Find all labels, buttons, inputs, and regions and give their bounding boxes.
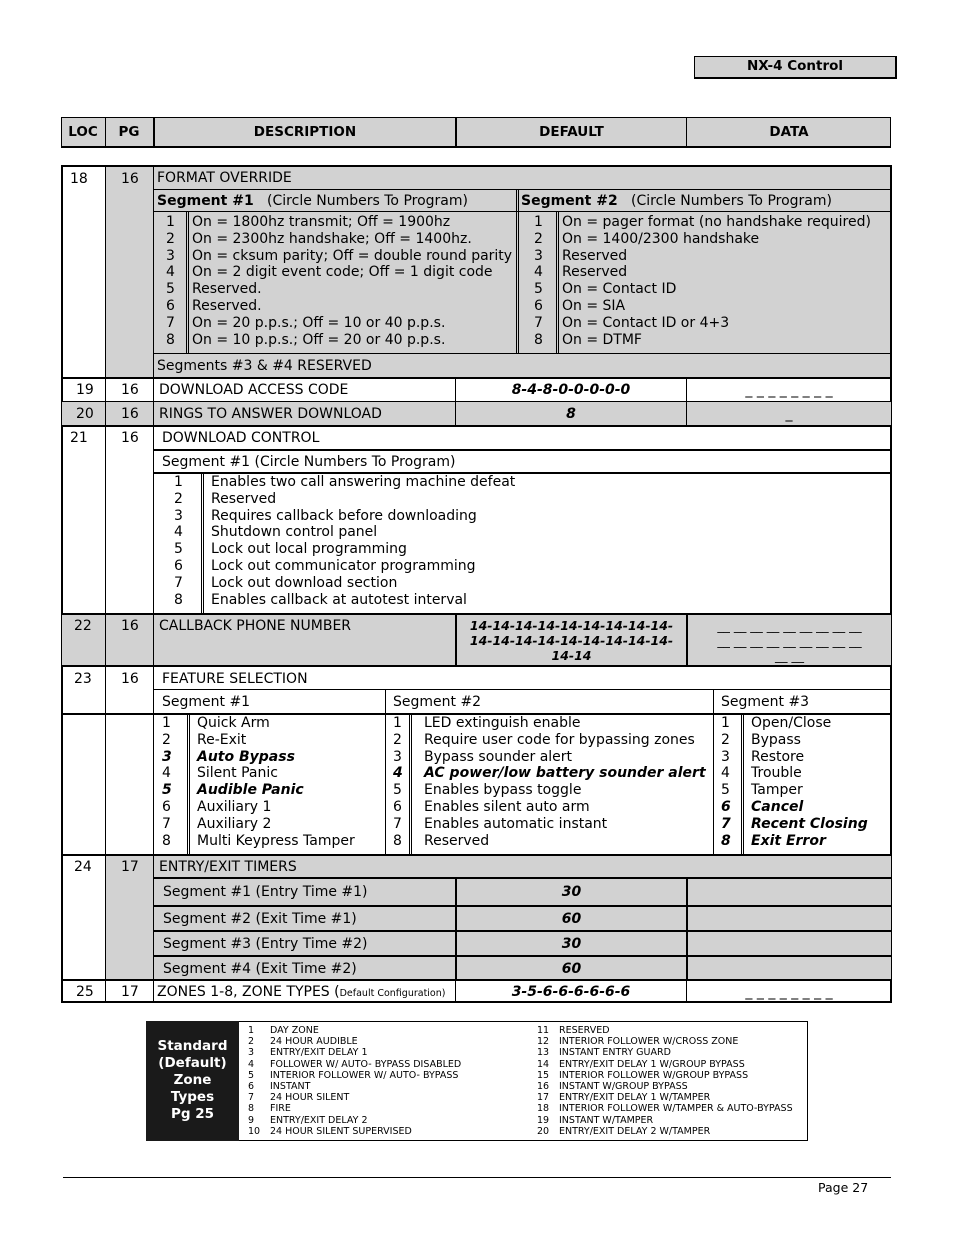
zone-type-number: 19 [537, 1114, 550, 1126]
zone-type-name: INTERIOR FOLLOWER W/TAMPER & AUTO-BYPASS [559, 1103, 793, 1115]
zone-type-number: 18 [537, 1103, 550, 1115]
loc20-loc: 20 [76, 406, 94, 422]
loc20-description: RINGS TO ANSWER DOWNLOAD [159, 406, 382, 422]
zone-type-number: 20 [537, 1125, 550, 1137]
footer-rule [63, 1177, 891, 1178]
loc24-pg: 17 [121, 859, 139, 875]
zone-type-item [537, 1070, 793, 1081]
loc22-description: CALLBACK PHONE NUMBER [159, 618, 352, 634]
zone-type-number: 1 [248, 1025, 255, 1036]
zone-type-name: FOLLOWER W/ AUTO- BYPASS DISABLED [270, 1058, 462, 1070]
header-loc: LOC [68, 124, 98, 140]
zone-type-item [537, 1092, 793, 1103]
loc21-segment-line: Segment #1 (Circle Numbers To Program) [162, 454, 456, 470]
zone-list-left [248, 1025, 461, 1137]
zone-type-item [537, 1047, 793, 1058]
zone-type-name: DAY ZONE [270, 1025, 319, 1036]
header-description: DESCRIPTION [253, 124, 357, 140]
zone-type-number: 3 [248, 1047, 255, 1059]
zone-type-number: 10 [248, 1125, 261, 1137]
zone-type-item [537, 1126, 793, 1137]
loc18-seg1-numbers: 1 2 3 4 5 6 7 8 [166, 214, 175, 348]
loc23-seg3-numbers: 1 2 3 4 5 6 7 8 [721, 715, 731, 849]
loc20-pg: 16 [121, 406, 139, 422]
zone-type-name: RESERVED [559, 1025, 610, 1036]
loc25-default: 3-5-6-6-6-6-6-6 [511, 984, 631, 1000]
zone-type-item [537, 1025, 793, 1036]
loc19-pg: 16 [121, 382, 139, 398]
loc24-seg4-default: 60 [561, 961, 582, 977]
loc23-seg1-numbers: 1 2 3 4 5 6 7 8 [162, 715, 172, 849]
loc19-description: DOWNLOAD ACCESS CODE [159, 382, 349, 398]
zone-type-item [248, 1070, 461, 1081]
zone-type-name: INSTANT W/GROUP BYPASS [559, 1080, 688, 1092]
loc25-description: ZONES 1-8, ZONE TYPES (Default Configuration) [157, 984, 446, 1000]
loc23-title: FEATURE SELECTION [162, 671, 308, 687]
zone-types-label: Standard (Default) Zone Types Pg 25 [146, 1021, 239, 1141]
zone-type-number: 7 [248, 1092, 255, 1104]
zone-type-number: 4 [248, 1058, 255, 1070]
loc24-seg3-default: 30 [561, 936, 582, 952]
loc23-seg1-header: Segment #1 [162, 694, 251, 710]
zone-type-item [248, 1059, 461, 1070]
loc21-options: Enables two call answering machine defeat Reserved Requires callback before downloading Shutdown control panel Lock out local programming Lock out communicator programming Lock out download section Enables callback at autotest interval [211, 474, 516, 608]
loc23-seg2-numbers: 1 2 3 4 5 6 7 8 [393, 715, 403, 849]
loc23-seg3-header: Segment #3 [721, 694, 810, 710]
loc22-pg: 16 [121, 618, 139, 634]
loc18-seg1-options: On = 1800hz transmit; Off = 1900hz On = 2300hz handshake; Off = 1400hz. On = cksum parity; Off = double round parity On = 2 digit event code; Off = 1 digit code Reserved. Reserved. On = 20 p.p.s.; Off = 10 or 40 p.p.s. On = 10 p.p.s.; Off = 20 or 40 p.p.s. [192, 214, 513, 348]
zone-type-name: ENTRY/EXIT DELAY 2 [270, 1114, 368, 1126]
loc22-default: 14-14-14-14-14-14-14-14-14- 14-14-14-14-14-14-14-14-14- 14-14 [469, 618, 674, 663]
zone-type-number: 5 [248, 1069, 255, 1081]
zone-type-name: 24 HOUR SILENT SUPERVISED [270, 1125, 412, 1137]
zone-type-name: INSTANT W/TAMPER [559, 1114, 654, 1126]
zone-type-name: INTERIOR FOLLOWER W/CROSS ZONE [559, 1036, 739, 1048]
zone-type-number: 8 [248, 1103, 255, 1115]
loc19-default: 8-4-8-0-0-0-0-0 [511, 382, 631, 398]
zone-type-item [537, 1036, 793, 1047]
zone-type-name: ENTRY/EXIT DELAY 2 W/TAMPER [559, 1125, 711, 1137]
loc19-loc: 19 [76, 382, 94, 398]
zone-type-item [537, 1059, 793, 1070]
loc22-data[interactable]: __ __ __ __ __ __ __ __ __ __ __ __ __ __ __ __ __ __ __ __ [717, 618, 862, 663]
zone-type-name: 24 HOUR SILENT [270, 1092, 350, 1104]
zone-type-name: INSTANT ENTRY GUARD [559, 1047, 671, 1059]
zone-type-item [537, 1103, 793, 1114]
loc19-data[interactable]: _ _ _ _ _ _ _ _ [745, 382, 833, 398]
zone-type-name: INSTANT [270, 1080, 311, 1092]
loc18-seg2-header: Segment #2 (Circle Numbers To Program) [521, 193, 832, 209]
loc18-seg1-header: Segment #1 (Circle Numbers To Program) [157, 193, 468, 209]
header-default: DEFAULT [539, 124, 604, 140]
loc25-pg: 17 [121, 984, 139, 1000]
loc24-seg3-label: Segment #3 (Entry Time #2) [163, 936, 368, 952]
loc23-loc: 23 [74, 671, 92, 687]
zone-type-name: 24 HOUR AUDIBLE [270, 1036, 358, 1048]
loc24-seg2-default: 60 [561, 911, 582, 927]
loc18-seg2-options: On = pager format (no handshake required) On = 1400/2300 handshake Reserved Reserved On = Contact ID On = SIA On = Contact ID or 4+3 On = DTMF [562, 214, 871, 348]
loc25-loc: 25 [76, 984, 94, 1000]
zone-type-number: 2 [248, 1036, 255, 1048]
loc24-loc: 24 [74, 859, 92, 875]
loc21-numbers: 1 2 3 4 5 6 7 8 [174, 474, 183, 608]
zone-type-name: FIRE [270, 1103, 291, 1115]
loc24-title: ENTRY/EXIT TIMERS [159, 859, 297, 875]
header-data: DATA [769, 124, 809, 140]
zone-type-number: 6 [248, 1080, 255, 1092]
loc20-default: 8 [566, 406, 576, 422]
loc18-seg2-numbers: 1 2 3 4 5 6 7 8 [534, 214, 543, 348]
zone-type-number: 13 [537, 1047, 550, 1059]
zone-list-right [537, 1025, 793, 1137]
loc18-title: FORMAT OVERRIDE [157, 170, 292, 186]
loc18-reserved-note: Segments #3 & #4 RESERVED [157, 358, 372, 374]
zone-type-item [537, 1115, 793, 1126]
loc20-data[interactable]: _ [785, 406, 793, 422]
zone-type-item [248, 1092, 461, 1103]
loc23-seg2-options: LED extinguish enable Require user code for bypassing zones Bypass sounder alert AC power/low battery sounder alert Enables bypass toggle Enables silent auto arm Enables automatic instant Reserved [424, 715, 706, 849]
zone-type-number: 14 [537, 1058, 550, 1070]
loc21-pg: 16 [121, 430, 139, 446]
zone-type-item [248, 1103, 461, 1114]
zone-type-name: ENTRY/EXIT DELAY 1 W/GROUP BYPASS [559, 1058, 745, 1070]
control-title: NX-4 Control [746, 58, 844, 74]
loc23-seg1-options: Quick Arm Re-Exit Auto Bypass Silent Panic Audible Panic Auxiliary 1 Auxiliary 2 Multi Keypress Tamper [197, 715, 355, 849]
loc24-seg2-label: Segment #2 (Exit Time #1) [163, 911, 357, 927]
zone-type-number: 15 [537, 1069, 550, 1081]
zone-type-name: INTERIOR FOLLOWER W/ AUTO- BYPASS [270, 1069, 459, 1081]
zone-type-item [248, 1126, 461, 1137]
zone-type-number: 12 [537, 1036, 550, 1048]
zone-type-item [248, 1081, 461, 1092]
loc23-pg: 16 [121, 671, 139, 687]
loc25-data[interactable]: _ _ _ _ _ _ _ _ [745, 984, 833, 1000]
zone-type-number: 17 [537, 1092, 550, 1104]
zone-type-number: 11 [537, 1025, 550, 1036]
loc18-pg: 16 [121, 171, 139, 187]
control-title-box [694, 56, 897, 79]
zone-type-number: 9 [248, 1114, 255, 1126]
zone-type-item [537, 1081, 793, 1092]
zone-type-name: ENTRY/EXIT DELAY 1 W/TAMPER [559, 1092, 711, 1104]
zone-type-name: INTERIOR FOLLOWER W/GROUP BYPASS [559, 1069, 749, 1081]
zone-type-item [248, 1115, 461, 1126]
loc21-loc: 21 [70, 430, 88, 446]
zone-type-number: 16 [537, 1080, 550, 1092]
zone-type-item [248, 1047, 461, 1058]
page-number: Page 27 [818, 1180, 869, 1195]
zone-type-item [248, 1025, 461, 1036]
loc18-loc: 18 [70, 171, 88, 187]
loc21-title: DOWNLOAD CONTROL [162, 430, 320, 446]
loc22-loc: 22 [74, 618, 92, 634]
loc23-seg2-header: Segment #2 [393, 694, 482, 710]
zone-type-name: ENTRY/EXIT DELAY 1 [270, 1047, 368, 1059]
loc23-seg3-options: Open/Close Bypass Restore Trouble Tamper Cancel Recent Closing Exit Error [751, 715, 868, 849]
zone-type-item [248, 1036, 461, 1047]
loc24-seg1-label: Segment #1 (Entry Time #1) [163, 884, 368, 900]
loc24-seg1-default: 30 [561, 884, 582, 900]
loc24-seg4-label: Segment #4 (Exit Time #2) [163, 961, 357, 977]
header-pg: PG [118, 124, 140, 140]
